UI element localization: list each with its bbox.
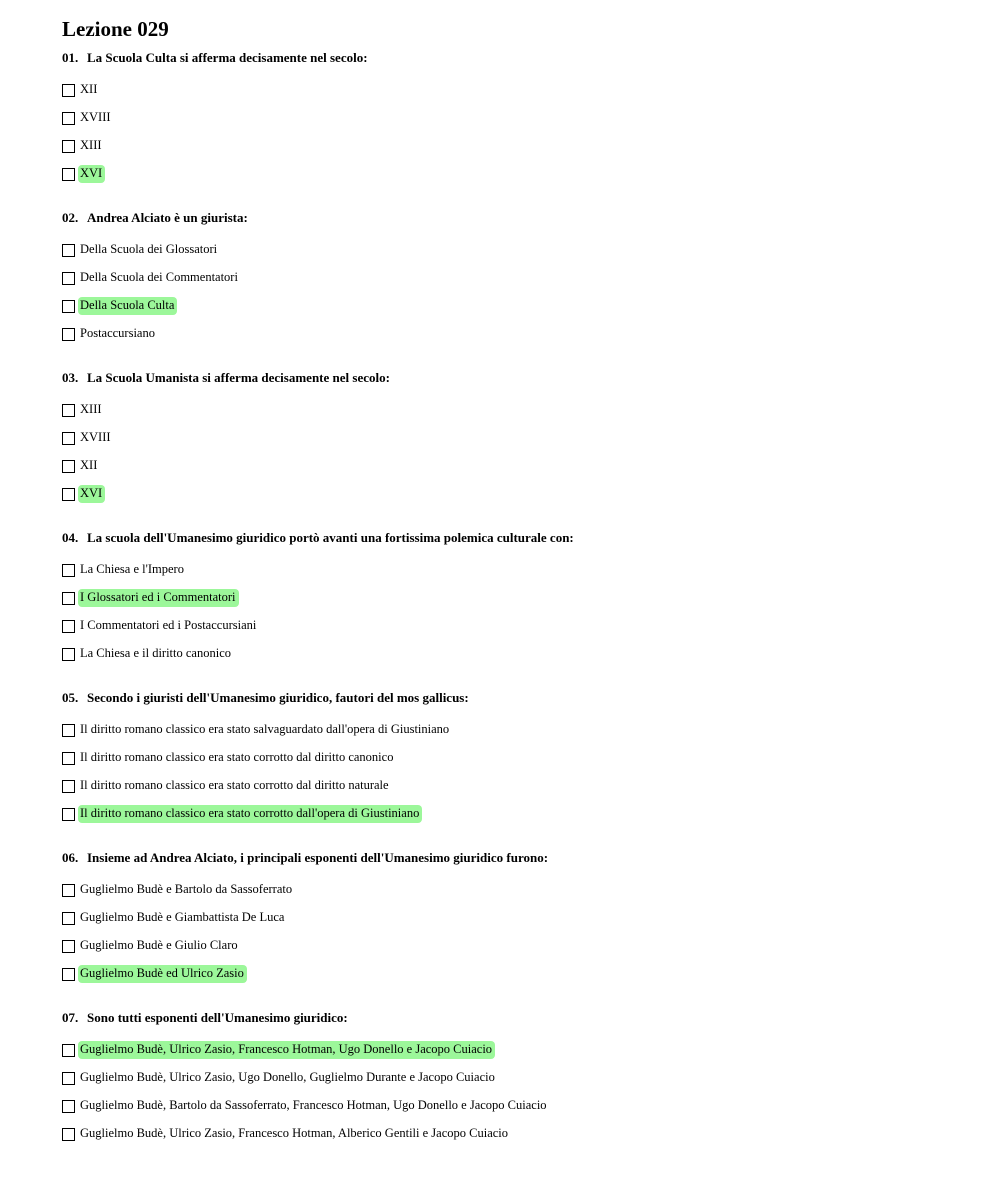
answer-checkbox[interactable] xyxy=(62,460,75,473)
answer-checkbox[interactable] xyxy=(62,140,75,153)
correct-answer-label: I Glossatori ed i Commentatori xyxy=(78,589,239,607)
correct-answer-label: Della Scuola Culta xyxy=(78,297,177,315)
answer-option[interactable] xyxy=(62,1092,962,1120)
answer-option[interactable] xyxy=(62,292,962,320)
answer-label: Guglielmo Budè, Ulrico Zasio, Francesco Hotman, Alberico Gentili e Jacopo Cuiacio xyxy=(80,1126,509,1140)
answer-option[interactable] xyxy=(62,772,962,800)
correct-answer-label: Il diritto romano classico era stato corrotto dall'opera di Giustiniano xyxy=(78,805,422,823)
question-heading xyxy=(62,1010,962,1026)
question-heading xyxy=(62,530,962,546)
question-4 xyxy=(62,530,962,668)
answer-label: Della Scuola dei Commentatori xyxy=(80,270,238,284)
answer-checkbox[interactable] xyxy=(62,1128,75,1141)
answer-checkbox[interactable] xyxy=(62,488,75,501)
answer-option[interactable] xyxy=(62,932,962,960)
question-text: Secondo i giuristi dell'Umanesimo giuridico, fautori del mos gallicus: xyxy=(87,690,469,705)
answer-option[interactable] xyxy=(62,480,962,508)
answer-label: XIII xyxy=(80,402,102,416)
answer-checkbox[interactable] xyxy=(62,912,75,925)
answer-option[interactable] xyxy=(62,876,962,904)
answer-checkbox[interactable] xyxy=(62,968,75,981)
question-number: 06. xyxy=(62,850,79,865)
question-heading xyxy=(62,690,962,706)
answer-checkbox[interactable] xyxy=(62,808,75,821)
answer-label: I Commentatori ed i Postaccursiani xyxy=(80,618,257,632)
question-text: Insieme ad Andrea Alciato, i principali esponenti dell'Umanesimo giuridico furono: xyxy=(87,850,549,865)
answer-option[interactable] xyxy=(62,396,962,424)
question-text: La Scuola Culta si afferma decisamente nel secolo: xyxy=(87,50,368,65)
answer-option[interactable] xyxy=(62,640,962,668)
answer-label: XII xyxy=(80,82,98,96)
answer-checkbox[interactable] xyxy=(62,940,75,953)
correct-answer-label: XVI xyxy=(78,165,105,183)
answer-option[interactable] xyxy=(62,264,962,292)
answer-option[interactable] xyxy=(62,452,962,480)
answer-checkbox[interactable] xyxy=(62,780,75,793)
answer-label: La Chiesa e il diritto canonico xyxy=(80,646,231,660)
answer-option[interactable] xyxy=(62,716,962,744)
answer-option[interactable] xyxy=(62,104,962,132)
answer-checkbox[interactable] xyxy=(62,648,75,661)
answer-checkbox[interactable] xyxy=(62,300,75,313)
answer-option[interactable] xyxy=(62,424,962,452)
question-text: Sono tutti esponenti dell'Umanesimo giuridico: xyxy=(87,1010,348,1025)
question-text: La scuola dell'Umanesimo giuridico portò avanti una fortissima polemica culturale con: xyxy=(87,530,574,545)
question-2 xyxy=(62,210,962,348)
answer-option[interactable] xyxy=(62,904,962,932)
answer-checkbox[interactable] xyxy=(62,112,75,125)
answer-label: Postaccursiano xyxy=(80,326,155,340)
answer-checkbox[interactable] xyxy=(62,884,75,897)
answer-label: Guglielmo Budè e Giambattista De Luca xyxy=(80,910,285,924)
question-heading xyxy=(62,850,962,866)
answer-option[interactable] xyxy=(62,132,962,160)
correct-answer-label: XVI xyxy=(78,485,105,503)
answer-label: XIII xyxy=(80,138,102,152)
answer-option[interactable] xyxy=(62,236,962,264)
answer-label: La Chiesa e l'Impero xyxy=(80,562,184,576)
answer-option[interactable] xyxy=(62,160,962,188)
question-1 xyxy=(62,50,962,188)
answer-option[interactable] xyxy=(62,612,962,640)
question-heading xyxy=(62,370,962,386)
answer-checkbox[interactable] xyxy=(62,84,75,97)
answer-label: Il diritto romano classico era stato salvaguardato dall'opera di Giustiniano xyxy=(80,722,450,736)
question-number: 02. xyxy=(62,210,79,225)
answer-checkbox[interactable] xyxy=(62,620,75,633)
answer-checkbox[interactable] xyxy=(62,272,75,285)
answer-checkbox[interactable] xyxy=(62,168,75,181)
answer-label: XVIII xyxy=(80,430,111,444)
answer-option[interactable] xyxy=(62,320,962,348)
correct-answer-label: Guglielmo Budè, Ulrico Zasio, Francesco Hotman, Ugo Donello e Jacopo Cuiacio xyxy=(78,1041,495,1059)
question-3 xyxy=(62,370,962,508)
answer-label: Guglielmo Budè, Ulrico Zasio, Ugo Donello, Guglielmo Durante e Jacopo Cuiacio xyxy=(80,1070,495,1084)
answer-checkbox[interactable] xyxy=(62,1100,75,1113)
answer-checkbox[interactable] xyxy=(62,432,75,445)
answer-option[interactable] xyxy=(62,1064,962,1092)
answer-checkbox[interactable] xyxy=(62,752,75,765)
answer-checkbox[interactable] xyxy=(62,1044,75,1057)
answer-option[interactable] xyxy=(62,1036,962,1064)
answer-checkbox[interactable] xyxy=(62,1072,75,1085)
answer-option[interactable] xyxy=(62,584,962,612)
answer-checkbox[interactable] xyxy=(62,564,75,577)
question-number: 03. xyxy=(62,370,79,385)
page-title: Lezione 029 xyxy=(62,17,169,41)
correct-answer-label: Guglielmo Budè ed Ulrico Zasio xyxy=(78,965,247,983)
answer-label: Della Scuola dei Glossatori xyxy=(80,242,218,256)
question-list xyxy=(62,50,962,1148)
quiz-page xyxy=(62,16,962,1170)
question-text: La Scuola Umanista si afferma decisamente nel secolo: xyxy=(87,370,390,385)
answer-option[interactable] xyxy=(62,744,962,772)
question-5 xyxy=(62,690,962,828)
answer-label: Il diritto romano classico era stato corrotto dal diritto naturale xyxy=(80,778,389,792)
question-text: Andrea Alciato è un giurista: xyxy=(87,210,248,225)
answer-option[interactable] xyxy=(62,556,962,584)
question-number: 04. xyxy=(62,530,79,545)
question-heading xyxy=(62,210,962,226)
answer-checkbox[interactable] xyxy=(62,592,75,605)
answer-label: XII xyxy=(80,458,98,472)
answer-label: Guglielmo Budè, Bartolo da Sassoferrato, Francesco Hotman, Ugo Donello e Jacopo Cuiacio xyxy=(80,1098,547,1112)
answer-label: Guglielmo Budè e Bartolo da Sassoferrato xyxy=(80,882,293,896)
answer-label: Il diritto romano classico era stato corrotto dal diritto canonico xyxy=(80,750,394,764)
question-number: 07. xyxy=(62,1010,79,1025)
question-heading xyxy=(62,50,962,66)
answer-option[interactable] xyxy=(62,1120,962,1148)
question-number: 05. xyxy=(62,690,79,705)
question-6 xyxy=(62,850,962,988)
question-7 xyxy=(62,1010,962,1148)
question-number: 01. xyxy=(62,50,79,65)
answer-label: Guglielmo Budè e Giulio Claro xyxy=(80,938,238,952)
answer-option[interactable] xyxy=(62,800,962,828)
answer-checkbox[interactable] xyxy=(62,404,75,417)
answer-option[interactable] xyxy=(62,76,962,104)
answer-option[interactable] xyxy=(62,960,962,988)
answer-checkbox[interactable] xyxy=(62,244,75,257)
answer-label: XVIII xyxy=(80,110,111,124)
answer-checkbox[interactable] xyxy=(62,328,75,341)
answer-checkbox[interactable] xyxy=(62,724,75,737)
